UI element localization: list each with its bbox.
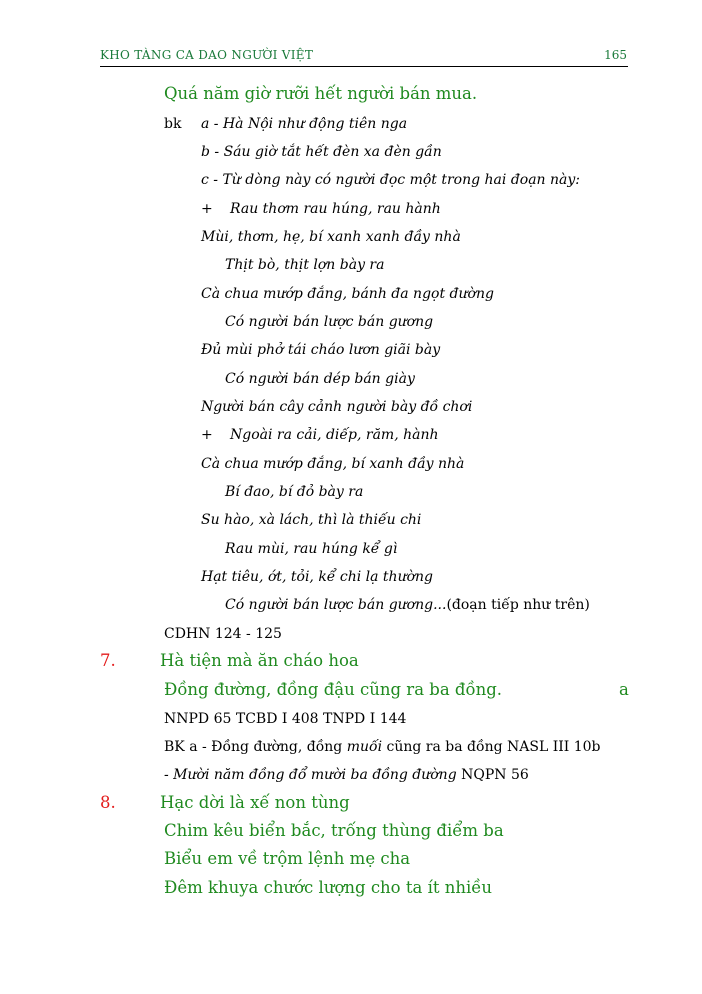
verse-line: Hạc dời là xế non tùng — [160, 793, 350, 812]
variant-note — [164, 767, 529, 783]
header-rule — [100, 66, 628, 67]
variant-text: - Mười năm đồng đổ mười ba đồng đường — [164, 767, 457, 783]
variant-marker: a — [619, 680, 629, 699]
header-title: KHO TÀNG CA DAO NGƯỜI VIỆT — [100, 48, 314, 62]
variant-verse: Thịt bò, thịt lợn bày ra — [225, 257, 385, 273]
variant-word: muối — [346, 739, 383, 755]
variant-verse-last — [225, 597, 590, 613]
verse-line: Biểu em về trộm lệnh mẹ cha — [164, 849, 411, 868]
variant-verse: Cà chua mướp đắng, bí xanh đầy nhà — [201, 456, 465, 472]
page-number: 165 — [604, 48, 627, 62]
variant-verse: Cà chua mướp đắng, bánh đa ngọt đường — [201, 286, 494, 302]
source-reference: CDHN 124 - 125 — [164, 626, 282, 642]
variant-source: NQPN 56 — [456, 767, 529, 783]
variant-verse: Ngoài ra cải, diếp, răm, hành — [230, 427, 439, 443]
source-reference: NNPD 65 TCBD I 408 TNPD I 144 — [164, 711, 407, 727]
variant-verse: Rau thơm rau húng, rau hành — [230, 201, 441, 217]
variant-note — [164, 739, 601, 755]
variant-verse: Có người bán dép bán giày — [225, 371, 415, 387]
bk-label: bk — [164, 116, 182, 132]
entry-number: 7. — [100, 651, 116, 670]
variant-verse: Người bán cây cảnh người bày đồ chơi — [201, 399, 473, 415]
verse-line: Đêm khuya chước lượng cho ta ít nhiều — [164, 878, 493, 897]
variant-verse: Có người bán lược bán gương — [225, 314, 434, 330]
variant-verse-text: Có người bán lược bán gương... — [225, 597, 447, 613]
variant-verse: Su hào, xà lách, thì là thiếu chi — [201, 512, 422, 528]
variant-verse: Rau mùi, rau húng kể gì — [225, 541, 398, 557]
plus-marker: + — [201, 427, 213, 443]
variant-verse: Đủ mùi phở tái cháo lươn giãi bày — [201, 342, 441, 358]
verse-line: Đồng đường, đồng đậu cũng ra ba đồng. — [164, 680, 503, 699]
variant-b: b - Sáu giờ tắt hết đèn xa đèn gần — [201, 144, 442, 160]
plus-marker: + — [201, 201, 213, 217]
variant-verse: Bí đao, bí đỏ bày ra — [225, 484, 364, 500]
variant-c: c - Từ dòng này có người đọc một trong hai đoạn này: — [201, 172, 581, 188]
variant-a: a - Hà Nội như động tiên nga — [201, 116, 408, 132]
entry-number: 8. — [100, 793, 116, 812]
variant-verse: Hạt tiêu, ớt, tỏi, kể chi lạ thường — [201, 569, 433, 585]
variant-verse: Mùi, thơm, hẹ, bí xanh xanh đầy nhà — [201, 229, 461, 245]
verse-line: Quá năm giờ rưỡi hết người bán mua. — [164, 84, 478, 103]
verse-line: Hà tiện mà ăn cháo hoa — [160, 651, 359, 670]
variant-source: cũng ra ba đồng NASL III 10b — [382, 739, 601, 755]
variant-text: BK a - Đồng đường, đồng — [164, 739, 347, 755]
editor-note: (đoạn tiếp như trên) — [446, 597, 590, 613]
verse-line: Chim kêu biển bắc, trống thùng điểm ba — [164, 821, 504, 840]
